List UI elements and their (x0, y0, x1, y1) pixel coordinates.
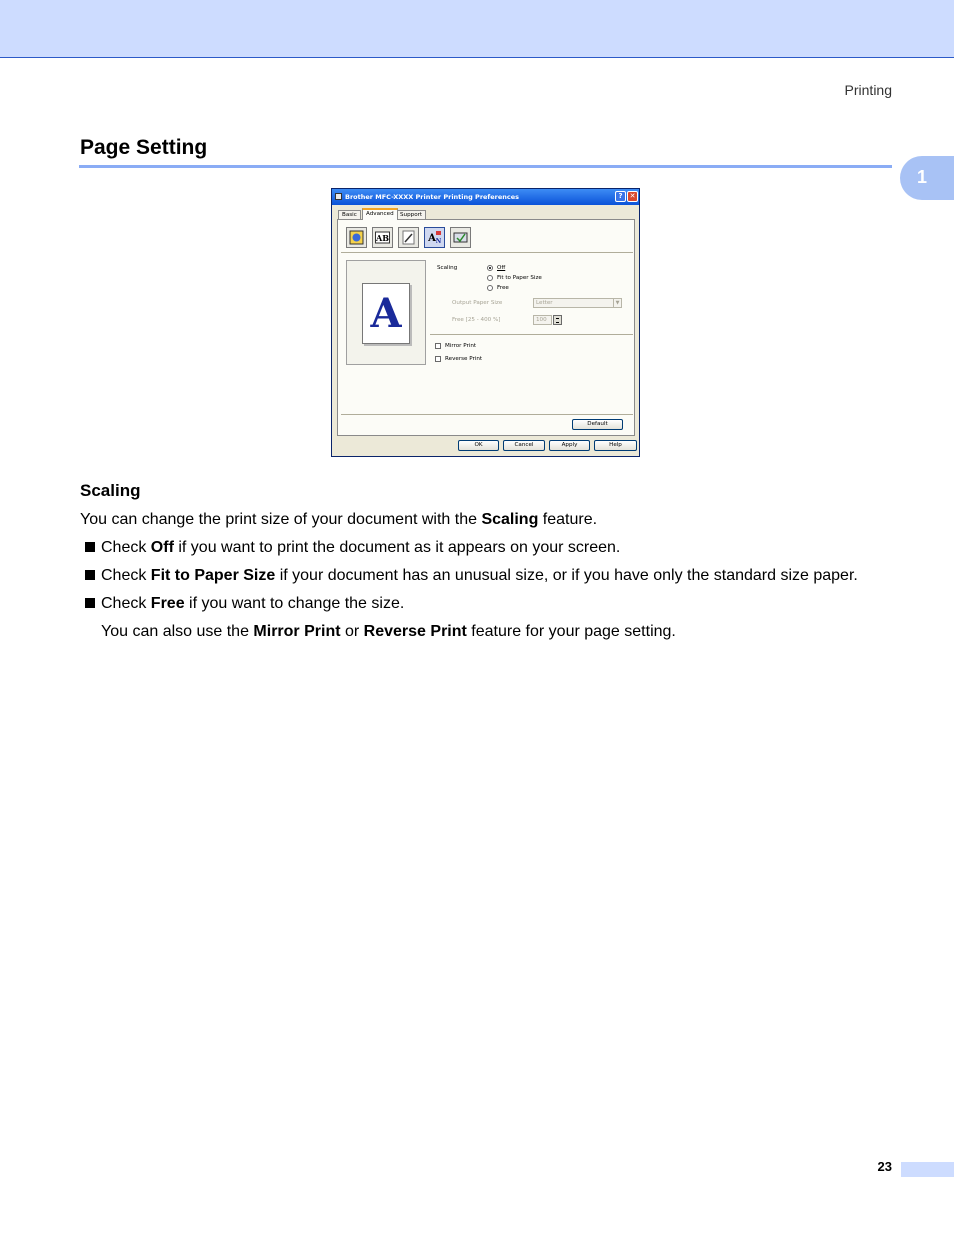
svg-text:AB: AB (376, 233, 389, 243)
bullet-text-end: if your document has an unusual size, or if you have only the standard size paper. (275, 567, 858, 584)
mirror-reverse-note (101, 623, 676, 641)
watermark-icon[interactable] (346, 227, 367, 248)
scaling-heading: Scaling (80, 481, 141, 500)
cancel-button[interactable]: Cancel (503, 440, 545, 451)
preview-page (362, 283, 410, 344)
bullet-fit-to-paper (85, 567, 858, 585)
scaling-free-label[interactable]: Free (497, 285, 509, 291)
bullet-free (85, 595, 404, 613)
page-number: 23 (877, 1159, 892, 1174)
output-paper-size-select[interactable] (533, 298, 622, 308)
bullet-off (85, 539, 620, 557)
bullet-square-icon (85, 542, 95, 552)
bullet-keyword: Off (150, 539, 174, 556)
intro-text-end: feature. (538, 511, 598, 528)
mirror-print-label[interactable]: Mirror Print (445, 343, 477, 349)
note-text-end: feature for your page setting. (466, 623, 676, 640)
close-button[interactable]: ✕ (627, 191, 638, 202)
dialog-title: Brother MFC-XXXX Printer Printing Preferences (345, 193, 520, 201)
preview-box (346, 260, 426, 365)
svg-text:N: N (435, 238, 442, 245)
note-text: or (340, 623, 364, 640)
reverse-print-checkbox[interactable] (435, 356, 441, 362)
bullet-square-icon (85, 598, 95, 608)
section-label: Printing (844, 82, 892, 98)
default-button[interactable]: Default (572, 419, 623, 430)
divider (341, 252, 633, 253)
page-setting-icon[interactable] (424, 227, 445, 248)
intro-keyword: Scaling (481, 511, 539, 528)
reverse-print-label[interactable]: Reverse Print (445, 356, 483, 362)
tab-advanced[interactable]: Advanced (362, 208, 398, 220)
header-band (0, 0, 954, 58)
ok-button[interactable]: OK (458, 440, 499, 451)
bullet-text: Check (101, 539, 151, 556)
page-title: Page Setting (80, 136, 208, 159)
scaling-off-radio[interactable] (487, 265, 493, 271)
note-text: You can also use the (101, 623, 254, 640)
pen-icon[interactable] (398, 227, 419, 248)
help-title-button[interactable]: ? (615, 191, 626, 202)
spin-stepper-icon[interactable] (553, 315, 562, 325)
scaling-off-label[interactable]: Off (497, 265, 506, 271)
preview-letter: A (370, 290, 402, 337)
bullet-text-end: if you want to change the size. (184, 595, 405, 612)
bullet-keyword: Free (150, 595, 185, 612)
scaling-fit-label[interactable]: Fit to Paper Size (497, 275, 542, 281)
advanced-tab-panel (337, 219, 635, 436)
intro-text: You can change the print size of your document with the (80, 511, 482, 528)
scaling-intro (80, 511, 597, 529)
printer-icon (335, 193, 342, 200)
chevron-down-icon: ▼ (613, 299, 621, 307)
mirror-print-checkbox[interactable] (435, 343, 441, 349)
note-keyword-reverse: Reverse Print (363, 623, 467, 640)
ab-text-icon[interactable] (372, 227, 393, 248)
free-percent-input[interactable]: 100 (533, 315, 552, 325)
bullet-text: Check (101, 567, 151, 584)
bullet-square-icon (85, 570, 95, 580)
chapter-tab: 1 (900, 156, 954, 200)
tab-support[interactable]: Support (396, 210, 426, 219)
bullet-keyword: Fit to Paper Size (150, 567, 276, 584)
scaling-fit-radio[interactable] (487, 275, 493, 281)
bullet-text-end: if you want to print the document as it appears on your screen. (173, 539, 621, 556)
apply-button[interactable]: Apply (549, 440, 590, 451)
divider (430, 334, 633, 335)
output-paper-size-label: Output Paper Size (452, 300, 503, 306)
tab-basic[interactable]: Basic (338, 210, 361, 219)
device-options-icon[interactable] (450, 227, 471, 248)
bullet-text: Check (101, 595, 151, 612)
free-percent-label: Free [25 - 400 %] (452, 317, 501, 323)
note-keyword-mirror: Mirror Print (253, 623, 341, 640)
output-paper-size-value: Letter (536, 300, 553, 306)
help-button[interactable]: Help (594, 440, 637, 451)
printing-preferences-dialog (331, 188, 640, 457)
scaling-free-radio[interactable] (487, 285, 493, 291)
svg-text:A: A (428, 233, 436, 244)
divider (341, 414, 633, 415)
dialog-titlebar (332, 189, 639, 205)
footer-band (901, 1162, 954, 1177)
title-rule (79, 165, 892, 168)
scaling-label: Scaling (437, 265, 458, 271)
